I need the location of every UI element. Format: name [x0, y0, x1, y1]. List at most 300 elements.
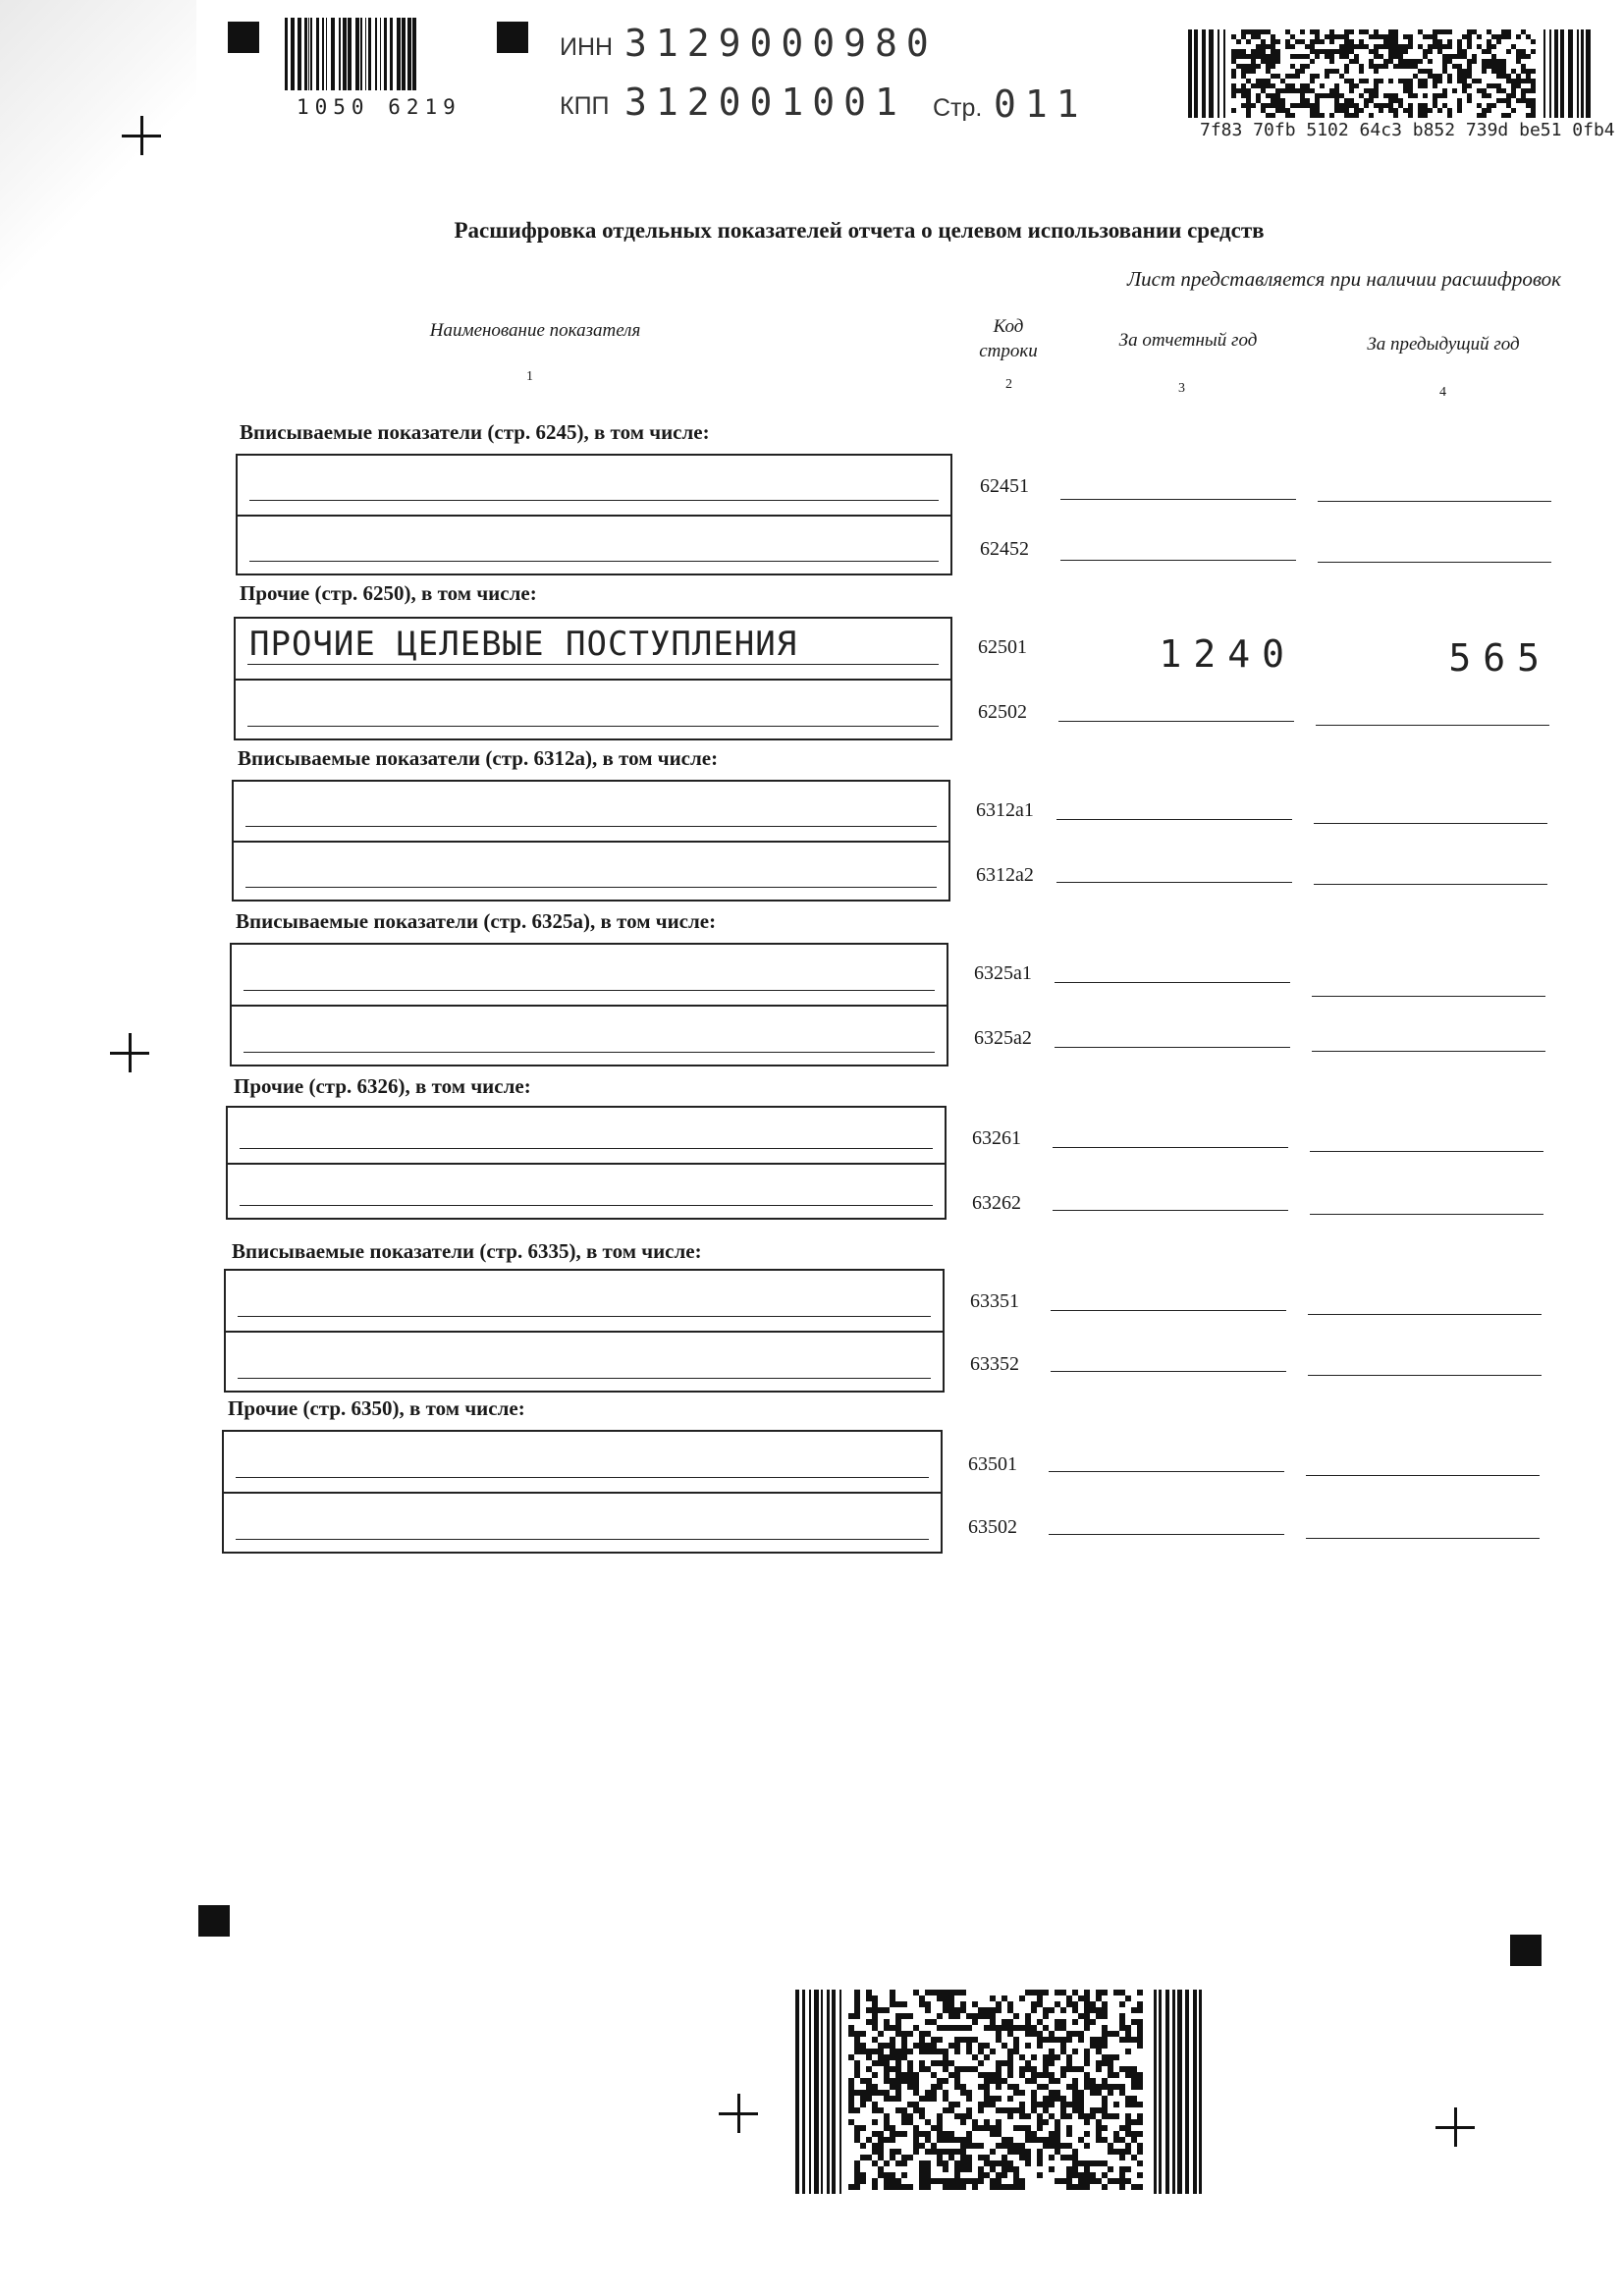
matrix-cell [966, 2013, 972, 2019]
matrix-cell [1060, 2049, 1066, 2054]
matrix-cell [1320, 83, 1325, 88]
matrix-cell [1066, 2178, 1072, 2184]
matrix-cell [1131, 2119, 1137, 2125]
matrix-cell [1055, 2037, 1060, 2043]
matrix-cell [1119, 2037, 1125, 2043]
matrix-cell [937, 2119, 943, 2125]
matrix-cell [954, 2043, 960, 2049]
matrix-cell [1344, 34, 1349, 39]
matrix-cell [1025, 2131, 1031, 2137]
matrix-cell [1084, 2013, 1090, 2019]
matrix-cell [1096, 2125, 1102, 2131]
matrix-cell [1457, 79, 1462, 83]
current-year-field[interactable] [1056, 882, 1292, 883]
name-field[interactable] [238, 456, 950, 515]
matrix-cell [1072, 2102, 1078, 2107]
previous-year-field[interactable] [1318, 501, 1551, 502]
matrix-cell [984, 2078, 990, 2084]
name-field[interactable] [236, 679, 950, 740]
matrix-cell [907, 2119, 913, 2125]
matrix-cell [1290, 103, 1295, 108]
row-code: 6312а1 [976, 799, 1034, 821]
name-field[interactable] [228, 1108, 945, 1163]
matrix-cell [1131, 2102, 1137, 2107]
matrix-cell [996, 2066, 1001, 2072]
current-year-field[interactable] [1051, 1310, 1286, 1311]
matrix-cell [890, 2149, 895, 2155]
matrix-cell [1457, 103, 1462, 108]
matrix-cell [1462, 79, 1467, 83]
matrix-cell [1403, 79, 1408, 83]
name-field[interactable]: ПРОЧИЕ ЦЕЛЕВЫЕ ПОСТУПЛЕНИЯ [236, 619, 950, 679]
matrix-cell [866, 2096, 872, 2102]
matrix-cell [1137, 2007, 1143, 2013]
matrix-cell [1137, 2119, 1143, 2125]
matrix-cell [878, 2155, 884, 2160]
matrix-cell [890, 2155, 895, 2160]
matrix-cell [984, 2102, 990, 2107]
previous-year-field[interactable] [1306, 1538, 1540, 1539]
matrix-cell [1344, 98, 1349, 103]
matrix-cell [972, 2143, 978, 2149]
matrix-cell [1066, 2102, 1072, 2107]
matrix-cell [1037, 2102, 1043, 2107]
matrix-cell [1072, 2160, 1078, 2166]
matrix-cell [854, 2184, 860, 2190]
matrix-cell [960, 2007, 966, 2013]
matrix-cell [878, 2143, 884, 2149]
matrix-cell [1531, 108, 1536, 113]
matrix-cell [937, 2084, 943, 2090]
matrix-cell [931, 1990, 937, 1995]
matrix-cell [1096, 2107, 1102, 2113]
matrix-cell [1013, 2084, 1019, 2090]
matrix-cell [1467, 59, 1472, 64]
matrix-cell [1090, 2019, 1096, 2025]
barcode-bar [402, 18, 406, 90]
matrix-cell [878, 2031, 884, 2037]
previous-year-field[interactable] [1316, 725, 1549, 726]
matrix-cell [1403, 88, 1408, 93]
current-year-field[interactable] [1053, 1210, 1288, 1211]
matrix-cell [937, 2113, 943, 2119]
previous-year-field[interactable] [1314, 884, 1547, 885]
matrix-cell [943, 2007, 948, 2013]
matrix-cell [1025, 2019, 1031, 2025]
matrix-bar [1209, 29, 1214, 118]
previous-year-field[interactable] [1308, 1375, 1542, 1376]
matrix-cell [1236, 39, 1241, 44]
matrix-cell [1496, 88, 1501, 93]
matrix-cell [931, 2084, 937, 2090]
matrix-cell [895, 2019, 901, 2025]
matrix-cell [1090, 2007, 1096, 2013]
matrix-cell [1374, 49, 1379, 54]
matrix-cell [901, 2184, 907, 2190]
name-field[interactable] [232, 945, 947, 1005]
name-field[interactable] [234, 841, 948, 902]
matrix-cell [1125, 2166, 1131, 2172]
barcode-bar [384, 18, 387, 90]
matrix-cell [1019, 2107, 1025, 2113]
matrix-cell [1108, 2178, 1113, 2184]
current-year-field[interactable] [1051, 1371, 1286, 1372]
matrix-cell [1037, 2160, 1043, 2166]
matrix-cell [1037, 2149, 1043, 2155]
matrix-cell [1433, 44, 1437, 49]
matrix-cell [1398, 98, 1403, 103]
previous-year-field[interactable] [1310, 1151, 1543, 1152]
matrix-cell [1359, 29, 1364, 34]
matrix-cell [884, 2184, 890, 2190]
matrix-cell [1315, 39, 1320, 44]
matrix-cell [848, 2031, 854, 2037]
matrix-cell [948, 2001, 954, 2007]
current-year-field[interactable] [1053, 1147, 1288, 1148]
matrix-cell [1066, 2031, 1072, 2037]
matrix-cell [984, 2155, 990, 2160]
matrix-cell [1433, 74, 1437, 79]
matrix-cell [1084, 1990, 1090, 1995]
matrix-cell [1300, 29, 1305, 34]
matrix-cell [1125, 2125, 1131, 2131]
previous-year-field[interactable] [1314, 823, 1547, 824]
matrix-cell [860, 2178, 866, 2184]
current-year-field[interactable] [1055, 1047, 1290, 1048]
matrix-cell [990, 2131, 996, 2137]
barcode-bar [412, 18, 416, 90]
matrix-cell [1025, 2113, 1031, 2119]
matrix-cell [901, 2054, 907, 2060]
matrix-cell [890, 2184, 895, 2190]
matrix-cell [854, 2001, 860, 2007]
matrix-cell [1521, 79, 1526, 83]
matrix-cell [1096, 2007, 1102, 2013]
matrix-bar [1560, 29, 1564, 118]
matrix-cell [1031, 1990, 1037, 1995]
name-box [236, 454, 952, 575]
matrix-cell [1125, 2096, 1131, 2102]
matrix-cell [1102, 2160, 1108, 2166]
matrix-cell [1418, 79, 1423, 83]
matrix-cell [1246, 64, 1251, 69]
matrix-cell [1060, 2102, 1066, 2107]
matrix-cell [860, 2172, 866, 2178]
barcode-bar [326, 18, 327, 90]
matrix-cell [1037, 1990, 1043, 1995]
matrix-cell [1037, 1995, 1043, 2001]
matrix-cell [1491, 69, 1496, 74]
matrix-cell [1290, 83, 1295, 88]
current-year-field[interactable] [1056, 819, 1292, 820]
matrix-cell [1090, 2113, 1096, 2119]
matrix-cell [1236, 49, 1241, 54]
matrix-cell [884, 2137, 890, 2143]
matrix-cell [872, 2072, 878, 2078]
name-field[interactable] [226, 1331, 943, 1393]
matrix-cell [1388, 39, 1393, 44]
matrix-cell [1256, 44, 1261, 49]
matrix-cell [1019, 2149, 1025, 2155]
matrix-cell [1078, 2090, 1084, 2096]
matrix-cell [1531, 113, 1536, 118]
matrix-cell [1007, 2031, 1013, 2037]
matrix-cell [1001, 2060, 1007, 2066]
matrix-cell [1388, 49, 1393, 54]
matrix-cell [878, 2060, 884, 2066]
current-year-value[interactable]: 1240 [1159, 632, 1296, 676]
matrix-cell [943, 2149, 948, 2155]
matrix-cell [878, 2054, 884, 2060]
name-field[interactable] [224, 1492, 941, 1554]
matrix-cell [1025, 2043, 1031, 2049]
matrix-cell [931, 2019, 937, 2025]
matrix-cell [1084, 2078, 1090, 2084]
matrix-cell [1043, 2143, 1049, 2149]
matrix-cell [1393, 113, 1398, 118]
matrix-cell [872, 2131, 878, 2137]
matrix-cell [1369, 113, 1374, 118]
matrix-cell [1108, 2072, 1113, 2078]
matrix-cell [1433, 83, 1437, 88]
matrix-cell [1049, 2090, 1055, 2096]
matrix-cell [1320, 113, 1325, 118]
matrix-cell [1437, 108, 1442, 113]
matrix-cell [1060, 2072, 1066, 2078]
matrix-cell [872, 2013, 878, 2019]
matrix-cell [1344, 103, 1349, 108]
matrix-cell [1246, 29, 1251, 34]
matrix-cell [866, 1990, 872, 1995]
matrix-cell [925, 2031, 931, 2037]
matrix-cell [1001, 2107, 1007, 2113]
matrix-cell [1271, 39, 1275, 44]
matrix-cell [890, 2131, 895, 2137]
matrix-cell [1102, 2013, 1108, 2019]
previous-year-field[interactable] [1310, 1214, 1543, 1215]
matrix-cell [1275, 39, 1280, 44]
matrix-cell [1078, 2031, 1084, 2037]
matrix-cell [960, 2166, 966, 2172]
row-code: 6312а2 [976, 864, 1034, 886]
matrix-cell [1125, 2178, 1131, 2184]
matrix-cell [943, 2096, 948, 2102]
current-year-field[interactable] [1049, 1471, 1284, 1472]
name-field[interactable] [232, 1005, 947, 1066]
previous-year-field[interactable] [1312, 996, 1545, 997]
matrix-cell [890, 2125, 895, 2131]
matrix-cell [890, 2001, 895, 2007]
matrix-cell [1266, 54, 1271, 59]
matrix-cell [866, 1995, 872, 2001]
matrix-cell [1084, 2143, 1090, 2149]
matrix-cell [919, 2160, 925, 2166]
previous-year-field[interactable] [1318, 562, 1551, 563]
current-year-field[interactable] [1060, 560, 1296, 561]
matrix-cell [1078, 1995, 1084, 2001]
matrix-cell [1049, 2049, 1055, 2054]
current-year-field[interactable] [1058, 721, 1294, 722]
matrix-cell [960, 2155, 966, 2160]
matrix-cell [1447, 54, 1452, 59]
matrix-cell [872, 2049, 878, 2054]
matrix-bar [1202, 29, 1206, 118]
matrix-cell [1084, 2178, 1090, 2184]
matrix-cell [1119, 2125, 1125, 2131]
matrix-cell [1078, 2172, 1084, 2178]
previous-year-value[interactable]: 565 [1448, 636, 1551, 680]
matrix-cell [1428, 69, 1433, 74]
matrix-cell [1013, 2107, 1019, 2113]
matrix-bar [1194, 29, 1198, 118]
matrix-cell [954, 2078, 960, 2084]
matrix-cell [1266, 64, 1271, 69]
matrix-cell [1066, 2172, 1072, 2178]
matrix-cell [1477, 88, 1482, 93]
name-field[interactable] [228, 1163, 945, 1220]
matrix-cell [1066, 2001, 1072, 2007]
matrix-cell [1418, 113, 1423, 118]
name-field[interactable] [234, 782, 948, 841]
matrix-cell [1310, 49, 1315, 54]
matrix-cell [1329, 88, 1334, 93]
matrix-cell [1043, 2025, 1049, 2031]
matrix-cell [948, 2178, 954, 2184]
current-year-field[interactable] [1060, 499, 1296, 500]
matrix-cell [960, 1990, 966, 1995]
matrix-cell [1516, 34, 1521, 39]
matrix-cell [954, 2013, 960, 2019]
matrix-cell [937, 2137, 943, 2143]
barcode-bar [407, 18, 411, 90]
matrix-cell [1275, 54, 1280, 59]
matrix-cell [907, 2049, 913, 2054]
matrix-cell [884, 2066, 890, 2072]
previous-year-field[interactable] [1312, 1051, 1545, 1052]
matrix-cell [1271, 83, 1275, 88]
matrix-cell [1315, 49, 1320, 54]
matrix-cell [1125, 1995, 1131, 2001]
matrix-cell [884, 2007, 890, 2013]
matrix-cell [860, 2078, 866, 2084]
name-field[interactable] [224, 1432, 941, 1492]
matrix-cell [901, 2072, 907, 2078]
matrix-cell [1339, 44, 1344, 49]
matrix-cell [878, 2166, 884, 2172]
matrix-cell [1266, 79, 1271, 83]
matrix-cell [954, 2113, 960, 2119]
matrix-cell [1231, 49, 1236, 54]
matrix-cell [1102, 2113, 1108, 2119]
matrix-cell [1295, 69, 1300, 74]
matrix-cell [1511, 88, 1516, 93]
matrix-cell [919, 2037, 925, 2043]
matrix-cell [1060, 2043, 1066, 2049]
matrix-cell [1491, 44, 1496, 49]
matrix-cell [1526, 74, 1531, 79]
matrix-cell [1271, 49, 1275, 54]
matrix-cell [1467, 69, 1472, 74]
matrix-cell [878, 2007, 884, 2013]
matrix-cell [1072, 2007, 1078, 2013]
matrix-cell [1271, 113, 1275, 118]
name-field[interactable] [238, 515, 950, 575]
matrix-cell [1096, 1990, 1102, 1995]
matrix-cell [913, 2090, 919, 2096]
matrix-cell [1055, 2178, 1060, 2184]
matrix-cell [1295, 39, 1300, 44]
current-year-field[interactable] [1049, 1534, 1284, 1535]
matrix-cell [1125, 2066, 1131, 2072]
matrix-cell [1472, 29, 1477, 34]
matrix-cell [878, 2107, 884, 2113]
matrix-cell [1060, 1990, 1066, 1995]
matrix-cell [1102, 2001, 1108, 2007]
matrix-cell [966, 2131, 972, 2137]
matrix-cell [1078, 2013, 1084, 2019]
matrix-cell [895, 2066, 901, 2072]
matrix-cell [1359, 69, 1364, 74]
matrix-cell [1137, 2113, 1143, 2119]
matrix-cell [1108, 2149, 1113, 2155]
matrix-cell [1437, 74, 1442, 79]
current-year-field[interactable] [1055, 982, 1290, 983]
barcode-bar [310, 18, 312, 90]
matrix-cell [1457, 54, 1462, 59]
matrix-cell [990, 2078, 996, 2084]
matrix-cell [960, 2178, 966, 2184]
matrix-cell [1403, 44, 1408, 49]
matrix-cell [1516, 54, 1521, 59]
matrix-cell [848, 2107, 854, 2113]
matrix-cell [1266, 29, 1271, 34]
matrix-cell [1354, 83, 1359, 88]
matrix-cell [990, 2049, 996, 2054]
matrix-cell [1329, 34, 1334, 39]
name-field[interactable] [226, 1271, 943, 1331]
matrix-cell [1354, 44, 1359, 49]
matrix-cell [895, 2131, 901, 2137]
matrix-cell [1526, 88, 1531, 93]
matrix-cell [966, 2096, 972, 2102]
matrix-cell [1339, 93, 1344, 98]
matrix-cell [1516, 49, 1521, 54]
matrix-cell [1078, 2184, 1084, 2190]
matrix-cell [884, 2072, 890, 2078]
matrix-cell [990, 2125, 996, 2131]
matrix-cell [1102, 2007, 1108, 2013]
matrix-cell [931, 2178, 937, 2184]
previous-year-field[interactable] [1308, 1314, 1542, 1315]
matrix-cell [1447, 108, 1452, 113]
matrix-cell [1388, 108, 1393, 113]
matrix-cell [1383, 34, 1388, 39]
matrix-cell [1078, 2178, 1084, 2184]
matrix-cell [913, 2078, 919, 2084]
matrix-cell [1457, 74, 1462, 79]
previous-year-field[interactable] [1306, 1475, 1540, 1476]
matrix-cell [1066, 2060, 1072, 2066]
matrix-cell [1055, 2131, 1060, 2137]
matrix-cell [1442, 59, 1447, 64]
document-hash: 7f83 70fb 5102 64c3 b852 739d be51 0fb4 [1200, 120, 1615, 140]
matrix-cell [937, 2160, 943, 2166]
matrix-cell [1418, 59, 1423, 64]
matrix-cell [919, 2172, 925, 2178]
matrix-cell [996, 2007, 1001, 2013]
matrix-cell [1369, 64, 1374, 69]
matrix-cell [925, 2090, 931, 2096]
